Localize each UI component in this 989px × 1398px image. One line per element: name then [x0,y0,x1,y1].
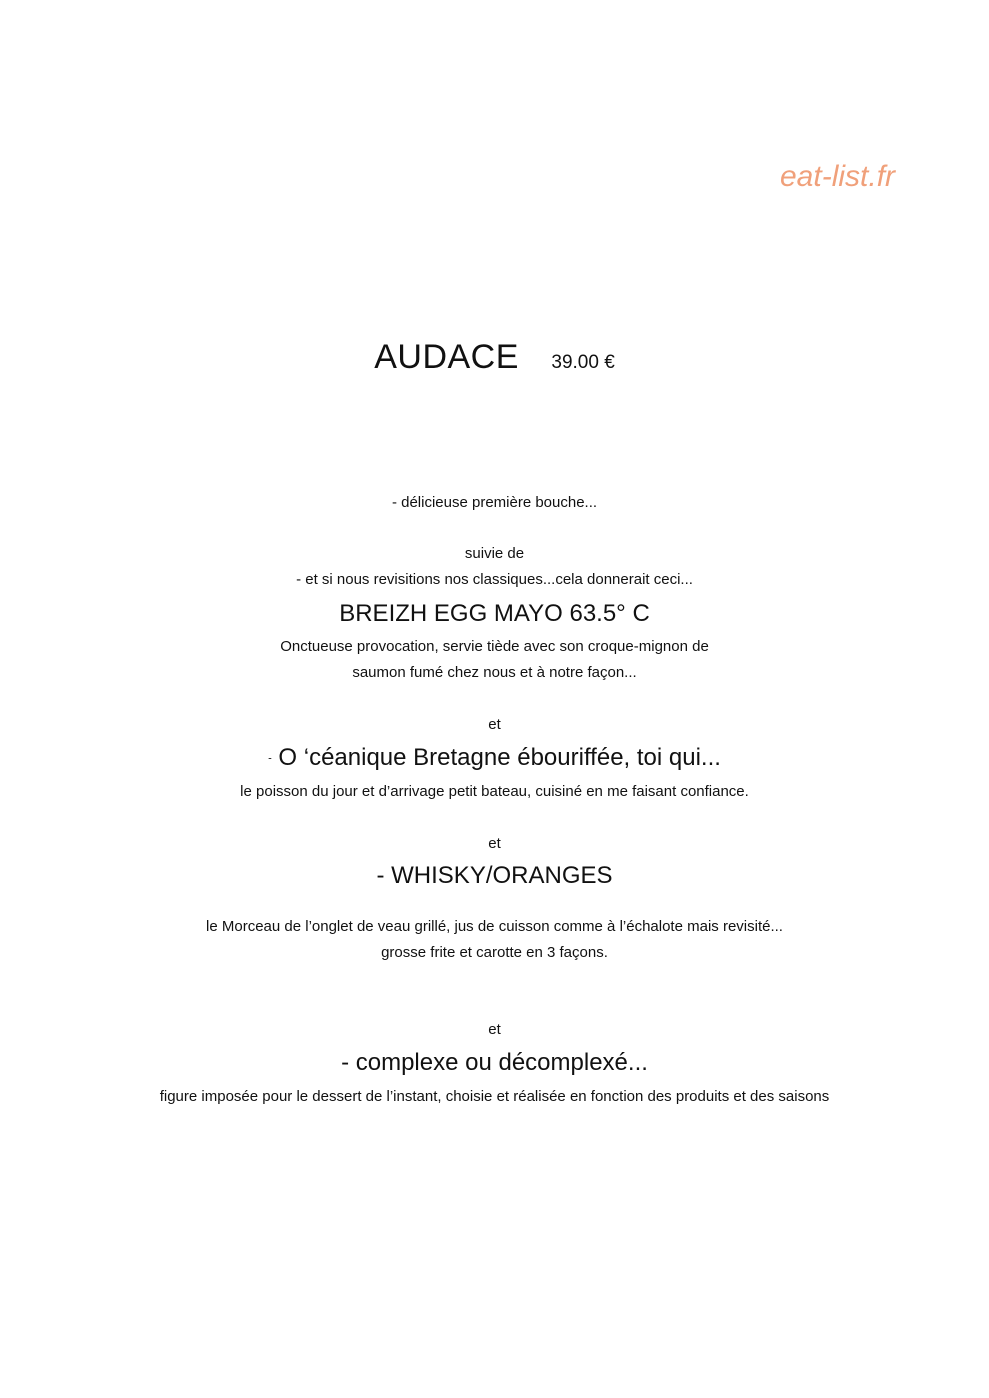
course-4-name: - complexe ou décomplexé... [341,1049,648,1076]
course-2-connector: et [488,716,501,733]
course-1-name: BREIZH EGG MAYO 63.5° C [339,600,650,627]
course-3-description-2: grosse frite et carotte en 3 façons. [381,944,608,961]
course-3-connector: et [488,835,501,852]
course-4-connector: et [488,1021,501,1038]
classics-line: - et si nous revisitions nos classiques...cela donnerait ceci... [296,571,693,588]
watermark: eat-list.fr [780,160,896,193]
course-1-description-1: Onctueuse provocation, servie tiède avec son croque-mignon de [280,638,709,655]
menu-price: 39.00 € [551,352,615,373]
course-2-name: O ‘céanique Bretagne ébouriffée, toi qui... [271,744,721,771]
amuse-bouche-line: - délicieuse première bouche... [391,494,598,511]
course-2-name-line [0,744,989,772]
course-1-description-2: saumon fumé chez nous et à notre façon... [352,664,637,681]
course-3-description-1: le Morceau de l’onglet de veau grillé, jus de cuisson comme à l’échalote mais revisité... [206,918,783,935]
followed-by-line: suivie de [464,545,525,562]
menu-header [0,338,989,377]
menu-title: AUDACE [374,338,519,376]
course-3-name: - WHISKY/ORANGES [376,862,613,889]
course-4-description-1: figure imposée pour le dessert de l’instant, choisie et réalisée en fonction des produits et des saisons [159,1088,830,1105]
course-2-description-1: le poisson du jour et d’arrivage petit bateau, cuisiné en me faisant confiance. [240,783,749,800]
course-2-dash: - [268,752,272,765]
